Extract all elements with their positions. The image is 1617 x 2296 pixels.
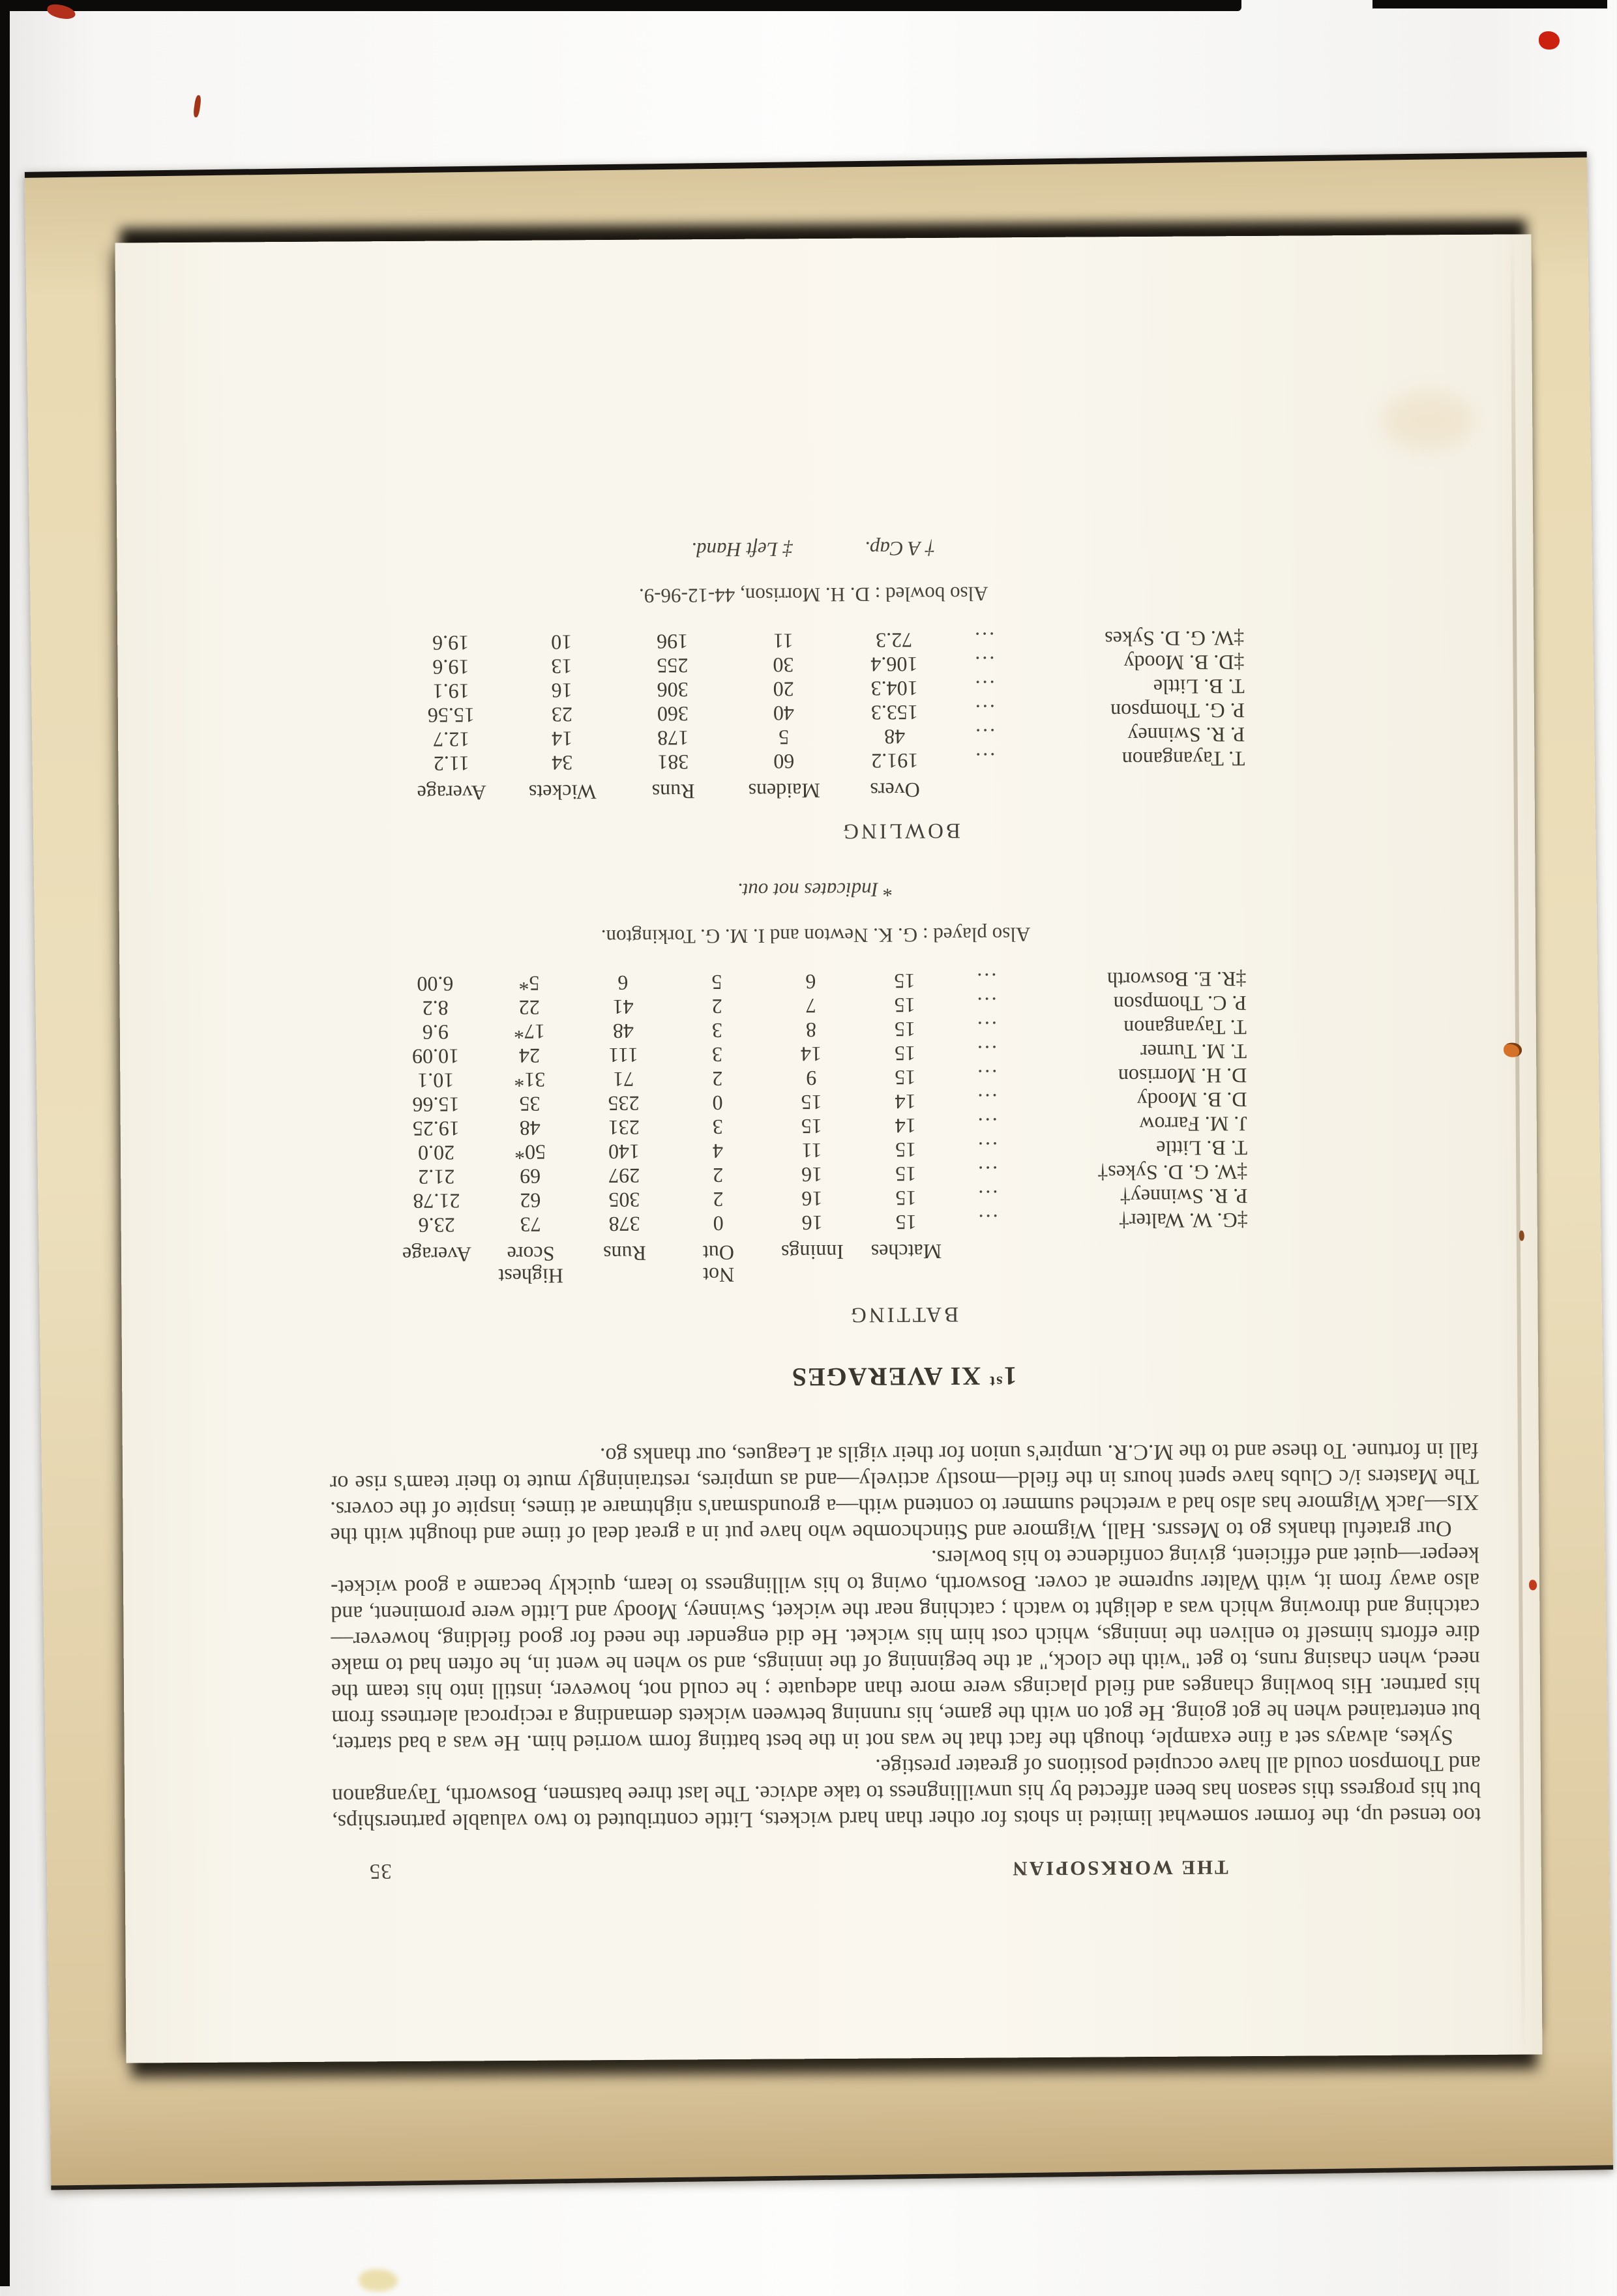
paragraph-thanks: Our grateful thanks go to Messrs. Hall, Wigmore and Stinchcombe who have put in a great deal of time and thought with the XIs—Jack Wigmore has also had a wretched summer to contend with—a groundsman's nightmare at times, inspite of the covers. The Masters i/c Clubs have spent hours in the field—mostly actively—and as umpires, restrainingly mute to their team's rise or fall in fortune. To these and to the M.C.R. umpire's union for their vigils at Leagues, our thanks go.	[330, 1437, 1479, 1548]
cell: 19.6	[432, 655, 469, 679]
cell: 16	[551, 679, 572, 703]
cell: 111	[608, 1043, 639, 1068]
bowling-heading: BOWLING	[840, 818, 961, 843]
dot-leader: ...	[973, 628, 995, 652]
cell: 12.7	[433, 728, 470, 752]
cell: 60	[773, 750, 795, 774]
batting-table	[388, 967, 1248, 1288]
player-name: ‡W. G. D. Sykes	[1105, 626, 1245, 651]
cell: 50*	[514, 1140, 546, 1164]
scanned-page	[115, 234, 1542, 2063]
cell: 15	[895, 1138, 917, 1162]
col-header: Average	[402, 1243, 472, 1267]
cell: 2	[713, 1187, 724, 1212]
cell: 140	[608, 1140, 640, 1164]
cell: 297	[608, 1164, 640, 1188]
col-header: Wickets	[528, 780, 597, 804]
col-header-player	[950, 771, 1245, 801]
scanner-edge-strip	[9, 0, 1241, 11]
cell: 15	[894, 969, 915, 993]
cell: 3	[712, 1042, 723, 1067]
paragraph-sykes: Sykes, always set a fine example, though the fact that he was not in the best batting form worried him. He was a bad starter, but entertained when he got going. He got on with the game, his running between wickets demanding a reciprocal alertness from his partner. His bowling changes and field placings were more than adequate ; he could not, however, instill into his team the need, when chasing runs, to get "with the clock," at the beginning of the innings, and so when he went in, he often had to make dire efforts himself to enliven the innings, which cost him his wicket. He did engender the need for good fielding, however—catching and throwing which was a delight to watch ; catching near the wicket, Swinney, Moody and Little were prominent, and also away from it, with Walter supreme at cover. Bosworth, owing to his willingness to learn, quickly became a good wicket-keeper—quiet and efficient, giving confidence to his bowlers.	[330, 1542, 1481, 1756]
running-head	[333, 1849, 1481, 1885]
scanner-edge-strip	[0, 0, 10, 2286]
averages-title-ordinal: st	[988, 1372, 1003, 1390]
cell: 15	[894, 993, 915, 1018]
col-header: Not Out	[702, 1241, 735, 1288]
cell: 2	[713, 1163, 724, 1188]
dot-leader: ...	[975, 969, 997, 993]
cell: 15	[894, 1018, 915, 1042]
cap-footnote-left-hand: ‡ Left Hand.	[691, 538, 794, 562]
page-content-upside-down	[115, 234, 1542, 2063]
cell: 71	[613, 1067, 634, 1092]
player-name: ‡W. G. D. Sykes†	[1097, 1160, 1248, 1185]
cell: 5	[711, 970, 722, 995]
player-name: ‡D. B. Moody	[1123, 651, 1245, 675]
col-header: Highest Score	[498, 1242, 564, 1289]
player-name: ‡G. W. Walter†	[1118, 1209, 1248, 1233]
col-header: Matches	[870, 1239, 942, 1264]
cell: 10.09	[412, 1044, 460, 1068]
cell: 15	[895, 1162, 917, 1186]
dot-leader: ...	[975, 1041, 998, 1065]
cell: 14	[801, 1042, 822, 1067]
cell: 14	[552, 727, 573, 751]
cell: 0	[713, 1211, 724, 1236]
cell: 15	[895, 1066, 916, 1090]
col-header: Runs	[602, 1241, 646, 1266]
cell: 41	[612, 995, 634, 1020]
cell: 5	[779, 726, 790, 750]
cell: 15	[801, 1115, 822, 1139]
cell: 23.6	[418, 1213, 455, 1237]
cell: 378	[608, 1212, 640, 1237]
cell: 73	[520, 1213, 541, 1237]
cell: 48	[519, 1116, 541, 1140]
player-name: T. B. Little	[1153, 675, 1245, 699]
batting-heading: BATTING	[848, 1302, 959, 1327]
also-bowled-note: Also bowled : D. H. Morrison, 44-12-96-9.	[638, 582, 988, 608]
cell: 2	[711, 994, 722, 1019]
cell: 35	[519, 1092, 541, 1116]
red-stain	[193, 95, 202, 118]
cell: 255	[657, 654, 689, 678]
player-name: T. B. Little	[1156, 1136, 1248, 1160]
cell: 153.3	[870, 701, 919, 725]
cell: 72.3	[876, 628, 913, 653]
dot-leader: ...	[975, 1089, 998, 1113]
cell: 8.2	[422, 996, 449, 1020]
cell: 11	[801, 1139, 822, 1163]
cell: 10	[551, 630, 572, 655]
col-header: Maidens	[748, 779, 820, 803]
cell: 305	[608, 1188, 640, 1213]
cell: 69	[520, 1164, 541, 1188]
cell: 15.66	[412, 1093, 460, 1117]
dot-leader: ...	[973, 724, 996, 748]
player-name: T. M. Turner	[1140, 1040, 1247, 1065]
cell: 17*	[513, 1020, 546, 1044]
cell: 381	[657, 750, 689, 774]
averages-title-rest: XI AVERAGES	[790, 1361, 989, 1392]
cell: 30	[773, 653, 794, 677]
cell: 40	[773, 701, 795, 726]
cap-footnote	[383, 535, 1243, 563]
cell: 15	[895, 1186, 917, 1211]
cell: 48	[884, 725, 906, 749]
player-name: D. H. Morrison	[1118, 1064, 1247, 1089]
cell: 5*	[518, 971, 540, 995]
dot-leader: ...	[976, 1186, 998, 1210]
cell: 6	[805, 970, 816, 994]
cell: 15	[895, 1211, 917, 1235]
paper-spot	[359, 2269, 398, 2292]
cell: 7	[805, 994, 816, 1018]
cell: 3	[712, 1115, 723, 1140]
cell: 4	[712, 1139, 724, 1164]
dot-leader: ...	[976, 1162, 998, 1186]
cell: 6	[617, 971, 629, 995]
dot-leader: ...	[973, 652, 995, 676]
cell: 22	[518, 995, 540, 1020]
cell: 104.3	[870, 677, 918, 701]
cap-footnote-cap: † A Cap.	[865, 537, 936, 561]
dot-leader: ...	[975, 1017, 997, 1041]
red-stain	[1539, 31, 1560, 50]
cell: 11	[773, 629, 794, 653]
paragraph-continuation: too tensed up, the former somewhat limited in shots for other than hard wickets, Little contributed to two valuable partnerships, but his progress this season has been affected by his unwillingness to take advice. The last three batsmen, Bosworth, Tayanganon and Thompson could all have occupied positions of greater prestige.	[331, 1750, 1481, 1834]
averages-title-num: 1	[1002, 1361, 1017, 1391]
magazine-title: THE WORKSOPIAN	[1011, 1856, 1228, 1881]
cell: 24	[519, 1044, 541, 1068]
cell: 16	[801, 1163, 823, 1187]
cell: 14	[895, 1114, 916, 1138]
player-name: P. R. Swinney†	[1120, 1185, 1248, 1209]
cell: 360	[657, 702, 689, 726]
cell: 34	[552, 751, 573, 775]
cell: 9	[806, 1067, 817, 1091]
cell: 48	[612, 1019, 634, 1044]
player-name: D. B. Moody	[1136, 1088, 1247, 1113]
player-name: P. C. Thompson	[1113, 992, 1247, 1016]
cell: 235	[608, 1091, 640, 1116]
cell: 23	[551, 703, 573, 727]
cell: 20	[773, 677, 794, 701]
cell: 0	[712, 1091, 723, 1115]
cell: 6.00	[417, 972, 454, 996]
cell: 16	[801, 1187, 823, 1211]
player-name: T. Tayanganon	[1121, 747, 1245, 772]
bowling-table	[395, 626, 1245, 804]
batting-header-row	[390, 1232, 1248, 1288]
cell: 191.2	[871, 749, 919, 773]
dot-leader: ...	[975, 1113, 998, 1138]
cell: 306	[657, 678, 689, 702]
cell: 31*	[514, 1068, 546, 1092]
cell: 11.2	[433, 752, 469, 776]
col-header-player	[953, 1232, 1248, 1285]
footnote-spacer	[793, 542, 865, 543]
not-out-footnote: * Indicates not out.	[737, 878, 894, 902]
cell: 3	[711, 1018, 723, 1043]
player-name: P. G. Thompson	[1110, 699, 1245, 724]
cell: 21.2	[418, 1165, 455, 1189]
player-name: P. R. Swinney	[1127, 723, 1245, 748]
cell: 15	[895, 1042, 916, 1066]
dot-leader: ...	[976, 1210, 998, 1234]
cell: 8	[805, 1018, 816, 1042]
player-name: ‡R. E. Bosworth	[1106, 967, 1247, 992]
bowling-header-row	[396, 771, 1245, 804]
col-header: Innings	[780, 1240, 844, 1265]
cell: 9.6	[422, 1020, 449, 1044]
averages-title	[329, 1358, 1478, 1396]
cell: 20.0	[417, 1141, 455, 1165]
dot-leader: ...	[973, 748, 996, 773]
dot-leader: ...	[975, 993, 997, 1017]
player-name: J. M. Farrow	[1139, 1112, 1247, 1137]
scanner-edge-strip	[1372, 0, 1607, 8]
col-header: Overs	[870, 778, 920, 802]
cell: 16	[801, 1211, 823, 1235]
dot-leader: ...	[973, 700, 996, 724]
cell: 178	[657, 726, 689, 750]
col-header: Runs	[651, 780, 695, 804]
dot-leader: ...	[975, 1065, 998, 1089]
cell: 196	[657, 630, 689, 654]
dot-leader: ...	[973, 676, 995, 700]
cell: 13	[551, 655, 572, 679]
cell: 19.6	[432, 631, 469, 655]
cell: 10.1	[417, 1068, 454, 1093]
also-played-note: Also played : G. K. Newton and I. M. G. Torkington.	[601, 923, 1031, 949]
cell: 106.4	[870, 653, 918, 677]
cell: 15.56	[427, 703, 475, 728]
cell: 14	[895, 1090, 916, 1114]
cell: 231	[608, 1115, 640, 1140]
cell: 15	[801, 1091, 822, 1115]
cell: 19.1	[432, 679, 469, 703]
dot-leader: ...	[975, 1138, 998, 1162]
page-number: 35	[368, 1859, 392, 1883]
cell: 62	[520, 1188, 541, 1213]
player-name: T. Tayanganon	[1123, 1016, 1247, 1040]
col-header: Average	[417, 781, 486, 805]
cell: 21.78	[413, 1189, 460, 1213]
cell: 19.25	[412, 1117, 460, 1141]
cell: 2	[712, 1067, 723, 1091]
